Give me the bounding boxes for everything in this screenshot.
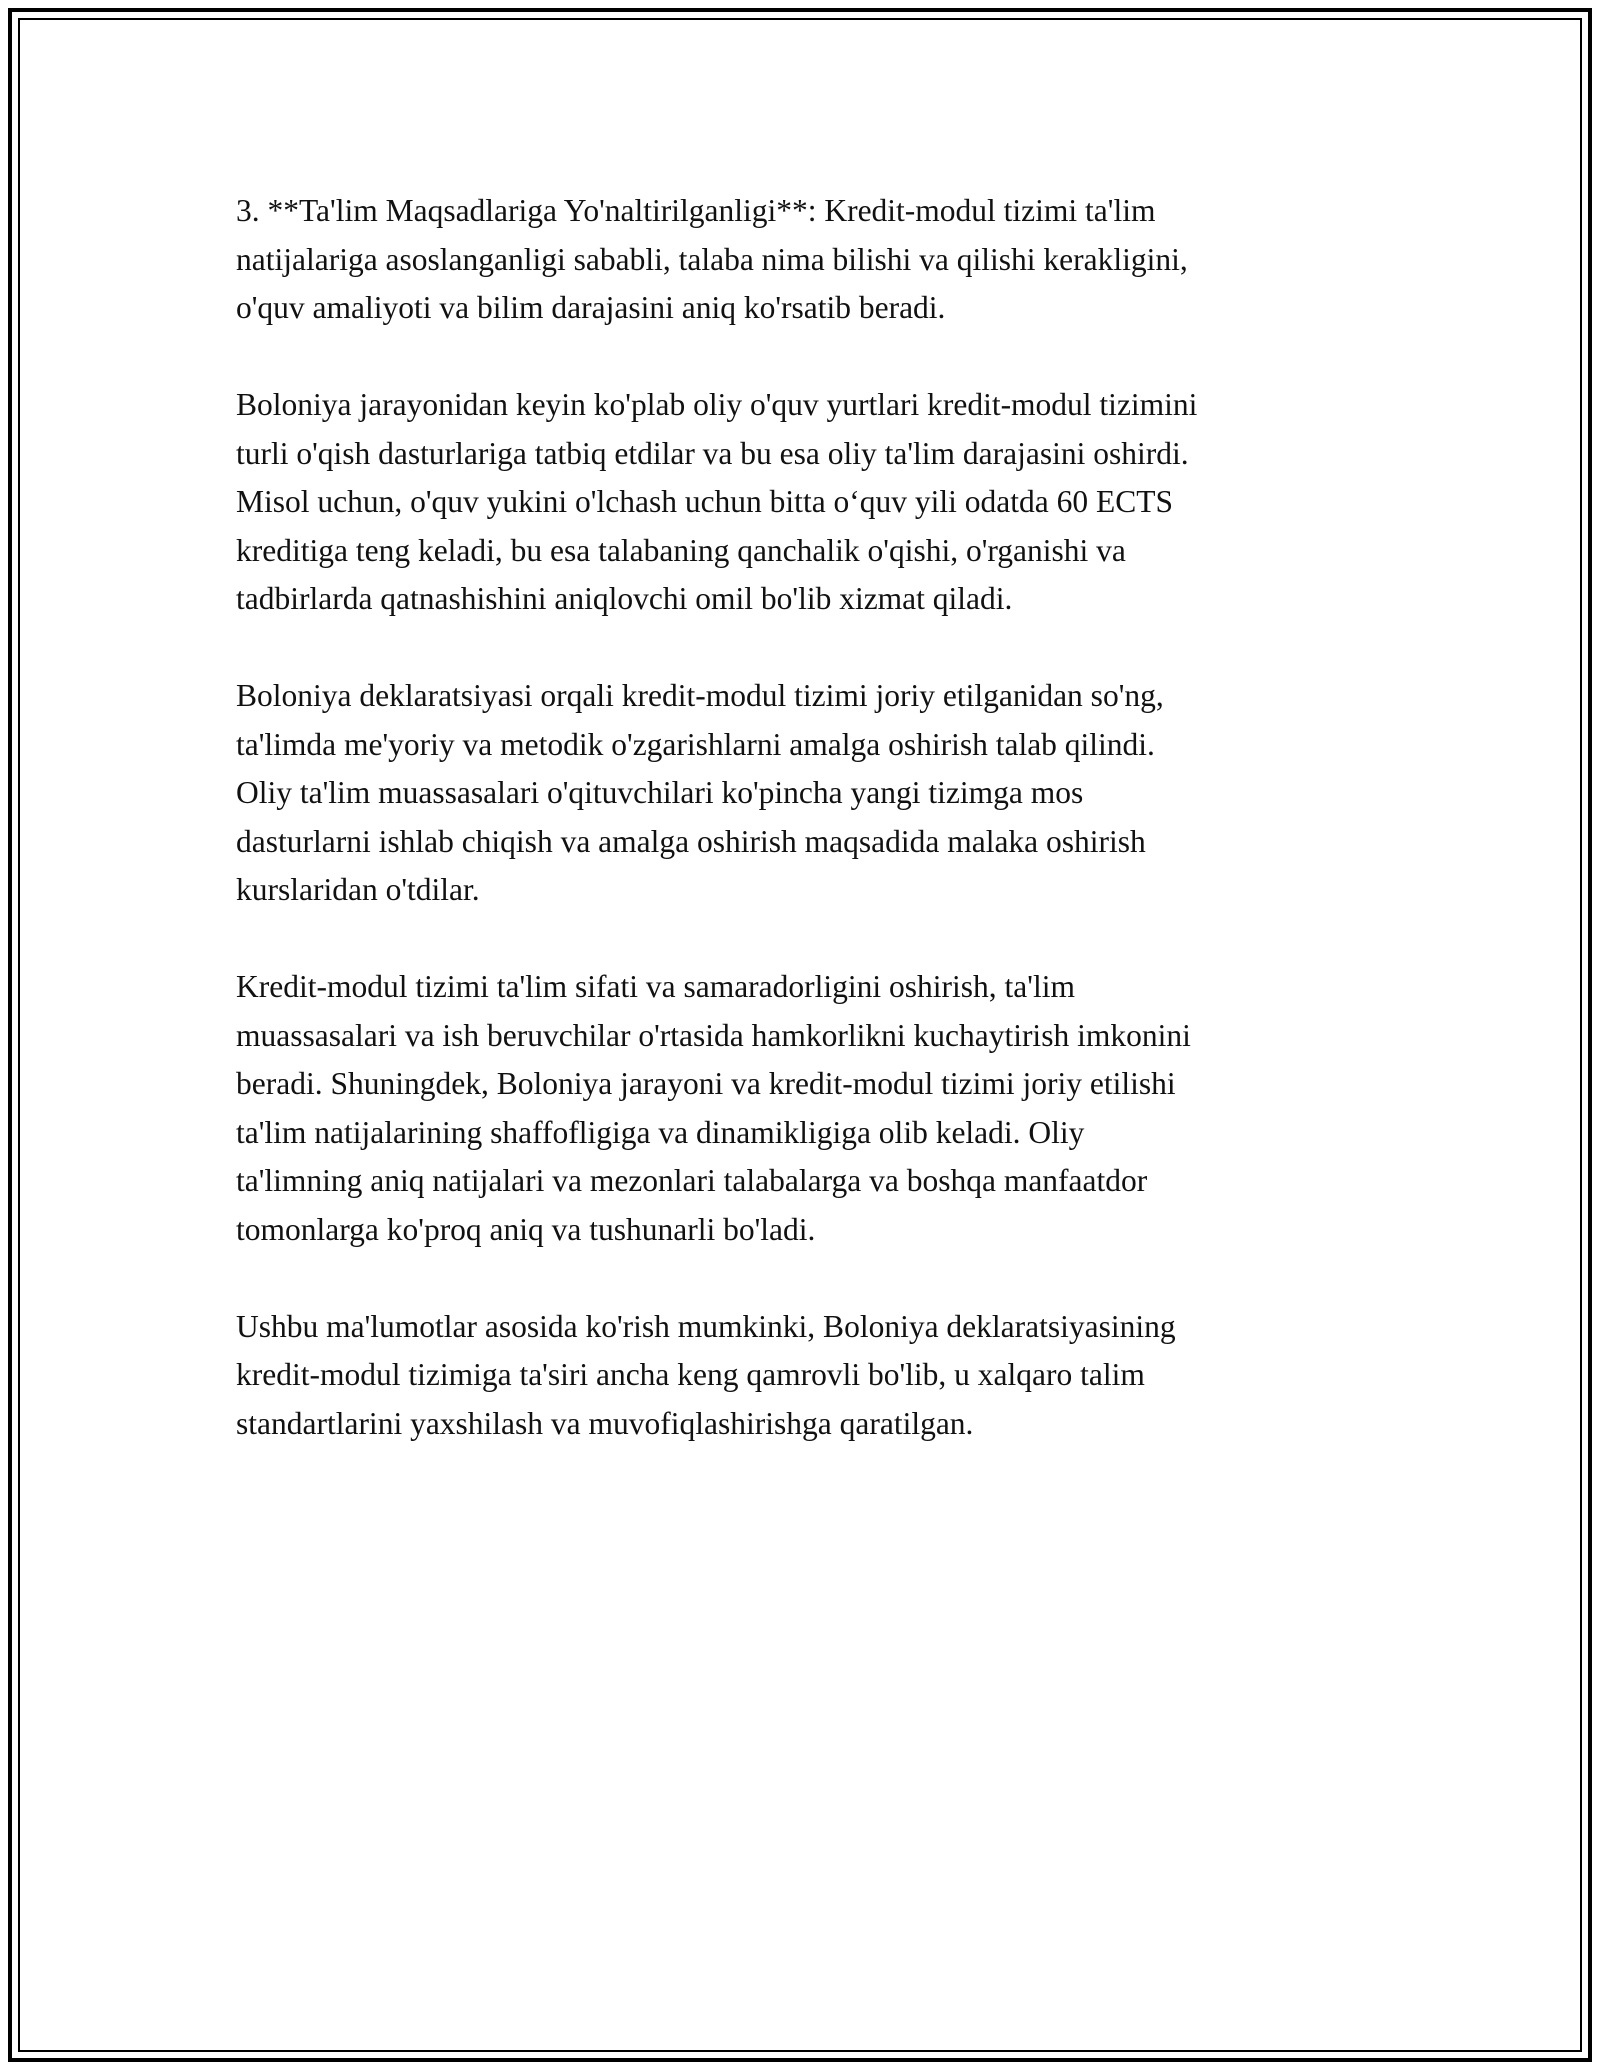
paragraph-3: Boloniya deklaratsiyasi orqali kredit-modul tizimi joriy etilganidan so'ng, ta'limda me'yoriy va metodik o'zgarishlarni amalga oshirish talab qilindi. Oliy ta'lim muassasalari o'qituvchilari ko'pincha yangi tizimga mos dasturlarni ishlab chiqish va amalga oshirish maqsadida malaka oshirish kurslaridan o'tdilar. (236, 678, 1164, 907)
paragraph-4: Kredit-modul tizimi ta'lim sifati va samaradorligini oshirish, ta'lim muassasalari va ish beruvchilar o'rtasida hamkorlikni kuchaytirish imkonini beradi. Shuningdek, Boloniya jarayoni va kredit-modul tizimi joriy etilishi ta'lim natijalarining shaffofligiga va dinamikligiga olib keladi. Oliy ta'limning aniq natijalari va mezonlari talabalarga va boshqa manfaatdor tomonlarga ko'proq aniq va tushunarli bo'ladi. (236, 969, 1191, 1247)
document-body (236, 187, 1366, 1497)
paragraph-5: Ushbu ma'lumotlar asosida ko'rish mumkinki, Boloniya deklaratsiyasining kredit-modul tizimiga ta'siri ancha keng qamrovli bo'lib, u xalqaro talim standartlarini yaxshilash va muvofiqlashirishga qaratilgan. (236, 1308, 1176, 1441)
paragraph-1: 3. **Ta'lim Maqsadlariga Yo'naltirilganligi**: Kredit-modul tizimi ta'lim natijalariga asoslanganligi sababli, talaba nima bilishi va qilishi kerakligini, o'quv amaliyoti va bilim darajasini aniq ko'rsatib beradi. (236, 193, 1188, 325)
paragraph-2: Boloniya jarayonidan keyin ko'plab oliy o'quv yurtlari kredit-modul tizimini turli o'qish dasturlariga tatbiq etdilar va bu esa oliy ta'lim darajasini oshirdi. Misol uchun, o'quv yukini o'lchash uchun bitta o‘quv yili odatda 60 ECTS kreditiga teng keladi, bu esa talabaning qanchalik o'qishi, o'rganishi va tadbirlarda qatnashishini aniqlovchi omil bo'lib xizmat qiladi. (236, 387, 1198, 616)
